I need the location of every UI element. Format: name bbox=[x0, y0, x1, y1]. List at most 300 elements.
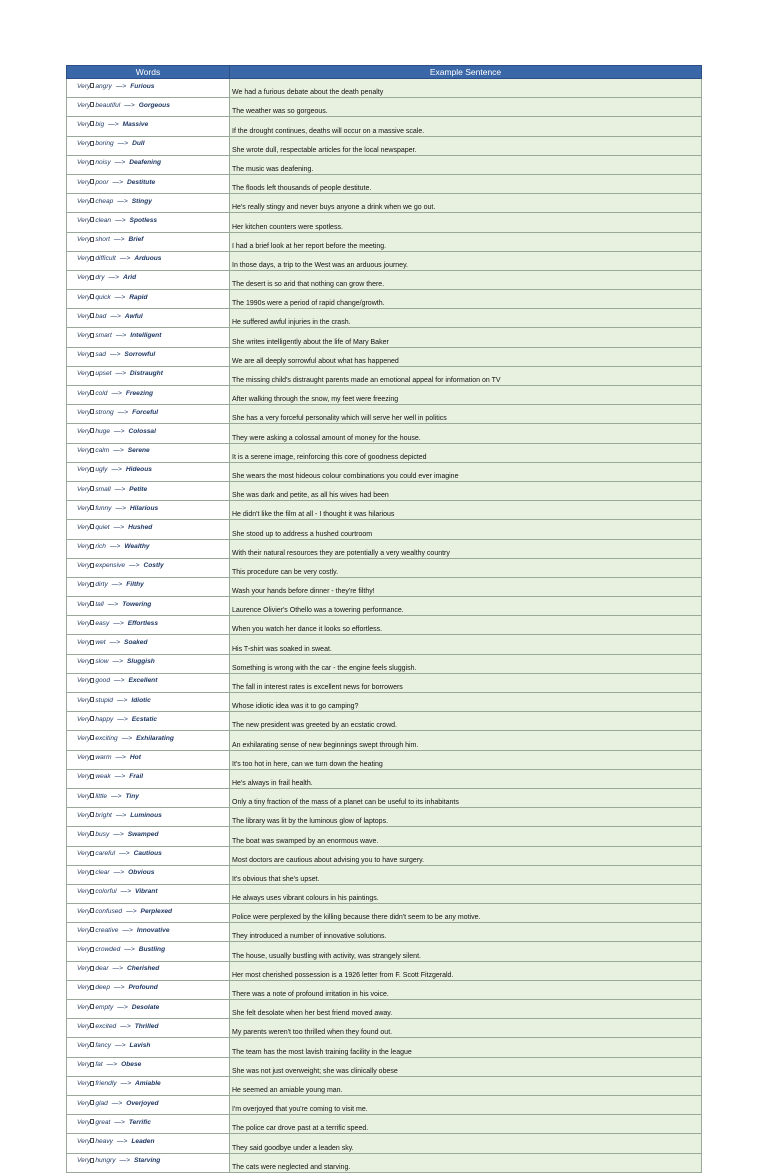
intensifier-word: Very bbox=[77, 485, 91, 493]
missing-glyph-icon bbox=[90, 505, 94, 510]
example-sentence-cell[interactable]: When you watch her dance it looks so effortless. bbox=[230, 616, 702, 635]
base-word: ugly bbox=[95, 466, 108, 474]
arrow-icon: —> bbox=[117, 197, 128, 205]
word-pair-cell[interactable] bbox=[67, 520, 230, 539]
example-sentence-cell[interactable]: The cats were neglected and starving. bbox=[230, 1153, 702, 1172]
table-row bbox=[67, 865, 702, 884]
word-pair-cell[interactable] bbox=[67, 194, 230, 213]
table-row bbox=[67, 884, 702, 903]
missing-glyph-icon bbox=[90, 620, 94, 625]
intensifier-word: Very bbox=[77, 792, 91, 800]
table-row bbox=[67, 98, 702, 117]
example-sentence-cell[interactable]: Only a tiny fraction of the mass of a planet can be useful to its inhabitants bbox=[230, 788, 702, 807]
intensifier-word: Very bbox=[77, 216, 91, 224]
example-sentence-cell[interactable]: The music was deafening. bbox=[230, 155, 702, 174]
arrow-icon: —> bbox=[117, 140, 129, 148]
strong-word: Deafening bbox=[129, 159, 162, 167]
word-pair-cell[interactable] bbox=[67, 117, 230, 136]
example-sentence-cell[interactable]: She stood up to address a hushed courtroom bbox=[230, 520, 702, 539]
strong-word: Ecstatic bbox=[131, 715, 158, 723]
arrow-icon: —> bbox=[122, 926, 133, 934]
word-pair-cell[interactable] bbox=[67, 673, 230, 692]
example-sentence-cell[interactable]: They introduced a number of innovative solutions. bbox=[230, 923, 702, 942]
table-body bbox=[67, 79, 702, 1173]
word-pair-cell[interactable] bbox=[67, 808, 230, 827]
arrow-icon: —> bbox=[121, 734, 133, 742]
word-pair-cell[interactable] bbox=[67, 865, 230, 884]
word-pair-cell[interactable] bbox=[67, 481, 230, 500]
strong-word: Sorrowful bbox=[124, 351, 156, 359]
example-sentence-cell[interactable]: They were asking a colossal amount of money for the house. bbox=[230, 424, 702, 443]
table-row bbox=[67, 808, 702, 827]
table-row bbox=[67, 904, 702, 923]
missing-glyph-icon bbox=[90, 179, 94, 184]
word-pair-cell[interactable] bbox=[67, 1134, 230, 1153]
base-word: huge bbox=[95, 427, 110, 435]
strong-word: Hot bbox=[129, 754, 141, 762]
example-sentence-cell[interactable]: We had a furious debate about the death penalty bbox=[230, 79, 702, 98]
table-row bbox=[67, 788, 702, 807]
base-word: clean bbox=[95, 216, 112, 224]
missing-glyph-icon bbox=[90, 908, 94, 913]
missing-glyph-icon bbox=[90, 428, 94, 433]
table-row bbox=[67, 501, 702, 520]
arrow-icon: —> bbox=[112, 965, 123, 973]
word-pair-cell[interactable] bbox=[67, 942, 230, 961]
strong-word: Soaked bbox=[124, 639, 148, 647]
strong-word: Hideous bbox=[125, 466, 152, 474]
intensifier-word: Very bbox=[77, 332, 91, 340]
table-row bbox=[67, 750, 702, 769]
word-pair-cell[interactable] bbox=[67, 827, 230, 846]
missing-glyph-icon bbox=[90, 640, 94, 645]
base-word: fat bbox=[95, 1061, 103, 1069]
missing-glyph-icon bbox=[90, 659, 94, 664]
example-sentence-cell[interactable]: His T-shirt was soaked in sweat. bbox=[230, 635, 702, 654]
table-row bbox=[67, 366, 702, 385]
base-word: careful bbox=[95, 850, 116, 858]
arrow-icon: —> bbox=[116, 696, 128, 704]
intensifier-word: Very bbox=[77, 1118, 91, 1126]
strong-word: Stingy bbox=[131, 197, 152, 205]
table-row bbox=[67, 712, 702, 731]
example-sentence-cell[interactable]: Wash your hands before dinner - they're filthy! bbox=[230, 577, 702, 596]
word-pair-cell[interactable] bbox=[67, 1057, 230, 1076]
word-pair-cell[interactable] bbox=[67, 884, 230, 903]
table-row bbox=[67, 539, 702, 558]
table-row bbox=[67, 386, 702, 405]
missing-glyph-icon bbox=[90, 678, 94, 683]
intensifier-word: Very bbox=[77, 255, 91, 263]
strong-word: Exhilarating bbox=[136, 734, 174, 742]
arrow-icon: —> bbox=[109, 351, 121, 359]
intensifier-word: Very bbox=[77, 1041, 91, 1049]
strong-word: Awful bbox=[124, 312, 143, 320]
table-row bbox=[67, 693, 702, 712]
example-sentence-cell[interactable]: The boat was swamped by an enormous wave. bbox=[230, 827, 702, 846]
example-sentence-cell[interactable]: She was dark and petite, as all his wives had been bbox=[230, 481, 702, 500]
table-row bbox=[67, 635, 702, 654]
word-pair-cell[interactable] bbox=[67, 309, 230, 328]
example-sentence-cell[interactable]: We are all deeply sorrowful about what has happened bbox=[230, 347, 702, 366]
arrow-icon: —> bbox=[120, 888, 132, 896]
strong-word: Overjoyed bbox=[126, 1099, 159, 1107]
word-pair-cell[interactable] bbox=[67, 788, 230, 807]
example-sentence-cell[interactable]: He always uses vibrant colours in his paintings. bbox=[230, 884, 702, 903]
intensifier-word: Very bbox=[77, 408, 91, 416]
intensifier-word: Very bbox=[77, 811, 91, 819]
base-word: dirty bbox=[95, 581, 108, 589]
table-row bbox=[67, 481, 702, 500]
strong-word: Luminous bbox=[130, 811, 162, 819]
intensifier-word: Very bbox=[77, 504, 91, 512]
arrow-icon: —> bbox=[129, 562, 140, 570]
word-pair-cell[interactable] bbox=[67, 769, 230, 788]
example-sentence-cell[interactable]: She writes intelligently about the life of Mary Baker bbox=[230, 328, 702, 347]
strong-word: Dull bbox=[132, 140, 145, 148]
base-word: strong bbox=[95, 408, 114, 416]
intensifier-word: Very bbox=[77, 543, 91, 551]
example-sentence-cell[interactable]: This procedure can be very costly. bbox=[230, 558, 702, 577]
strong-word: Cautious bbox=[133, 850, 162, 858]
example-sentence-cell[interactable]: Her most cherished possession is a 1926 letter from F. Scott Fitzgerald. bbox=[230, 961, 702, 980]
arrow-icon: —> bbox=[109, 543, 121, 551]
missing-glyph-icon bbox=[90, 371, 94, 376]
base-word: poor bbox=[95, 178, 109, 186]
missing-glyph-icon bbox=[90, 774, 94, 779]
missing-glyph-icon bbox=[90, 141, 94, 146]
strong-word: Perplexed bbox=[140, 907, 173, 915]
example-sentence-cell[interactable]: An exhilarating sense of new beginnings swept through him. bbox=[230, 731, 702, 750]
example-sentence-cell[interactable]: The house, usually bustling with activity, was strangely silent. bbox=[230, 942, 702, 961]
strong-word: Innovative bbox=[136, 926, 170, 934]
intensifier-word: Very bbox=[77, 1099, 91, 1107]
word-pair-cell[interactable] bbox=[67, 386, 230, 405]
missing-glyph-icon bbox=[90, 486, 94, 491]
word-pair-cell[interactable] bbox=[67, 443, 230, 462]
intensifier-word: Very bbox=[77, 754, 91, 762]
intensifier-word: Very bbox=[77, 447, 91, 455]
base-word: busy bbox=[95, 830, 110, 838]
base-word: big bbox=[95, 120, 105, 128]
strong-word: Effortless bbox=[127, 619, 159, 627]
word-pair-cell[interactable] bbox=[67, 1000, 230, 1019]
table-row bbox=[67, 213, 702, 232]
word-pair-cell[interactable] bbox=[67, 923, 230, 942]
strong-word: Tiny bbox=[125, 792, 139, 800]
intensifier-word: Very bbox=[77, 351, 91, 359]
missing-glyph-icon bbox=[90, 275, 94, 280]
table-row bbox=[67, 347, 702, 366]
arrow-icon: —> bbox=[107, 600, 119, 608]
word-pair-cell[interactable] bbox=[67, 174, 230, 193]
missing-glyph-icon bbox=[90, 697, 94, 702]
example-sentence-cell[interactable]: The library was lit by the luminous glow of laptops. bbox=[230, 808, 702, 827]
missing-glyph-icon bbox=[90, 1062, 94, 1067]
example-sentence-cell[interactable]: She was not just overweight; she was clinically obese bbox=[230, 1057, 702, 1076]
intensifier-word: Very bbox=[77, 658, 91, 666]
missing-glyph-icon bbox=[90, 755, 94, 760]
example-sentence-cell[interactable]: She wrote dull, respectable articles for the local newspaper. bbox=[230, 136, 702, 155]
arrow-icon: —> bbox=[116, 1137, 128, 1145]
strong-word: Terrific bbox=[128, 1118, 151, 1126]
example-sentence-cell[interactable]: He seemed an amiable young man. bbox=[230, 1076, 702, 1095]
example-sentence-cell[interactable]: The fall in interest rates is excellent news for borrowers bbox=[230, 673, 702, 692]
word-pair-cell[interactable] bbox=[67, 270, 230, 289]
example-sentence-cell[interactable]: The police car drove past at a terrific speed. bbox=[230, 1115, 702, 1134]
intensifier-word: Very bbox=[77, 907, 91, 915]
strong-word: Rapid bbox=[129, 293, 148, 301]
strong-word: Freezing bbox=[125, 389, 154, 397]
word-pair-cell[interactable] bbox=[67, 712, 230, 731]
word-pair-cell[interactable] bbox=[67, 904, 230, 923]
example-sentence-cell[interactable]: Something is wrong with the car - the engine feels sluggish. bbox=[230, 654, 702, 673]
intensifier-word: Very bbox=[77, 715, 91, 723]
example-sentence-cell[interactable]: She wears the most hideous colour combinations you could ever imagine bbox=[230, 462, 702, 481]
word-pair-cell[interactable] bbox=[67, 79, 230, 98]
table-row bbox=[67, 424, 702, 443]
example-sentence-cell[interactable]: He didn't like the film at all - I thought it was hilarious bbox=[230, 501, 702, 520]
word-pair-cell[interactable] bbox=[67, 846, 230, 865]
example-sentence-cell[interactable]: The floods left thousands of people destitute. bbox=[230, 174, 702, 193]
arrow-icon: —> bbox=[114, 427, 125, 435]
table-row bbox=[67, 405, 702, 424]
missing-glyph-icon bbox=[90, 831, 94, 836]
table-row bbox=[67, 616, 702, 635]
strong-word: Distraught bbox=[129, 370, 163, 378]
base-word: calm bbox=[95, 447, 110, 455]
intensifier-word: Very bbox=[77, 82, 91, 90]
word-pair-cell[interactable] bbox=[67, 1153, 230, 1172]
table-row bbox=[67, 309, 702, 328]
strong-word: Destitute bbox=[126, 178, 156, 186]
example-sentence-cell[interactable]: The 1990s were a period of rapid change/growth. bbox=[230, 290, 702, 309]
missing-glyph-icon bbox=[90, 121, 94, 126]
example-sentence-cell[interactable]: Her kitchen counters were spotless. bbox=[230, 213, 702, 232]
missing-glyph-icon bbox=[90, 102, 94, 107]
intensifier-word: Very bbox=[77, 677, 91, 685]
example-sentence-cell[interactable]: She felt desolate when her best friend moved away. bbox=[230, 1000, 702, 1019]
example-sentence-cell[interactable]: It is a serene image, reinforcing this core of goodness depicted bbox=[230, 443, 702, 462]
word-pair-cell[interactable] bbox=[67, 424, 230, 443]
intensifier-word: Very bbox=[77, 562, 91, 570]
word-pair-cell[interactable] bbox=[67, 597, 230, 616]
strong-word: Vibrant bbox=[135, 888, 158, 896]
strong-word: Idiotic bbox=[131, 696, 151, 704]
example-sentence-cell[interactable]: I had a brief look at her report before the meeting. bbox=[230, 232, 702, 251]
arrow-icon: —> bbox=[115, 811, 127, 819]
word-pair-cell[interactable] bbox=[67, 232, 230, 251]
word-pair-cell[interactable] bbox=[67, 1019, 230, 1038]
word-pair-cell[interactable] bbox=[67, 961, 230, 980]
example-sentence-cell[interactable]: He's always in frail health. bbox=[230, 769, 702, 788]
word-pair-cell[interactable] bbox=[67, 1076, 230, 1095]
strong-word: Sluggish bbox=[126, 658, 155, 666]
example-sentence-cell[interactable]: The weather was so gorgeous. bbox=[230, 98, 702, 117]
strong-word: Brief bbox=[128, 236, 144, 244]
strong-word: Arid bbox=[122, 274, 137, 282]
example-sentence-cell[interactable]: In those days, a trip to the West was an arduous journey. bbox=[230, 251, 702, 270]
base-word: funny bbox=[95, 504, 112, 512]
strong-word: Gorgeous bbox=[138, 101, 170, 109]
example-sentence-cell[interactable]: After walking through the snow, my feet were freezing bbox=[230, 386, 702, 405]
base-word: happy bbox=[95, 715, 114, 723]
arrow-icon: —> bbox=[108, 274, 119, 282]
strong-word: Cherished bbox=[126, 965, 160, 973]
example-sentence-cell[interactable]: There was a note of profound irritation in his voice. bbox=[230, 980, 702, 999]
word-pair-cell[interactable] bbox=[67, 693, 230, 712]
table-row bbox=[67, 769, 702, 788]
arrow-icon: —> bbox=[115, 754, 126, 762]
arrow-icon: —> bbox=[114, 677, 125, 685]
strong-word: Filthy bbox=[126, 581, 144, 589]
example-sentence-cell[interactable]: The new president was greeted by an ecstatic crowd. bbox=[230, 712, 702, 731]
arrow-icon: —> bbox=[114, 159, 126, 167]
table-row bbox=[67, 79, 702, 98]
strong-word: Colossal bbox=[128, 427, 156, 435]
missing-glyph-icon bbox=[90, 198, 94, 203]
example-sentence-cell[interactable]: My parents weren't too thrilled when they found out. bbox=[230, 1019, 702, 1038]
word-pair-cell[interactable] bbox=[67, 328, 230, 347]
intensifier-word: Very bbox=[77, 389, 91, 397]
word-pair-cell[interactable] bbox=[67, 539, 230, 558]
intensifier-word: Very bbox=[77, 600, 91, 608]
intensifier-word: Very bbox=[77, 140, 91, 148]
table-row bbox=[67, 1000, 702, 1019]
example-sentence-cell[interactable]: The team has the most lavish training facility in the league bbox=[230, 1038, 702, 1057]
base-word: dear bbox=[95, 965, 109, 973]
word-pair-cell[interactable] bbox=[67, 290, 230, 309]
base-word: smart bbox=[95, 332, 112, 340]
base-word: wet bbox=[95, 639, 106, 647]
word-pair-cell[interactable] bbox=[67, 577, 230, 596]
example-sentence-cell[interactable]: If the drought continues, deaths will occur on a massive scale. bbox=[230, 117, 702, 136]
word-pair-cell[interactable] bbox=[67, 558, 230, 577]
missing-glyph-icon bbox=[90, 467, 94, 472]
strong-word: Excellent bbox=[128, 677, 158, 685]
base-word: sad bbox=[95, 351, 106, 359]
missing-glyph-icon bbox=[90, 947, 94, 952]
missing-glyph-icon bbox=[90, 409, 94, 414]
word-pair-cell[interactable] bbox=[67, 750, 230, 769]
word-pair-cell[interactable] bbox=[67, 1095, 230, 1114]
table-row bbox=[67, 443, 702, 462]
intensifier-word: Very bbox=[77, 1137, 91, 1145]
word-pair-cell[interactable] bbox=[67, 654, 230, 673]
word-pair-cell[interactable] bbox=[67, 366, 230, 385]
arrow-icon: —> bbox=[120, 1080, 132, 1088]
intensifier-word: Very bbox=[77, 850, 91, 858]
word-pair-cell[interactable] bbox=[67, 155, 230, 174]
missing-glyph-icon bbox=[90, 333, 94, 338]
missing-glyph-icon bbox=[90, 870, 94, 875]
example-sentence-cell[interactable]: The missing child's distraught parents made an emotional appeal for information on TV bbox=[230, 366, 702, 385]
arrow-icon: —> bbox=[113, 447, 124, 455]
intensifier-word: Very bbox=[77, 312, 91, 320]
word-pair-cell[interactable] bbox=[67, 136, 230, 155]
example-sentence-cell[interactable]: I'm overjoyed that you're coming to visit me. bbox=[230, 1095, 702, 1114]
example-sentence-cell[interactable]: They said goodbye under a leaden sky. bbox=[230, 1134, 702, 1153]
table-row bbox=[67, 1019, 702, 1038]
example-sentence-cell[interactable]: Whose idiotic idea was it to go camping? bbox=[230, 693, 702, 712]
intensifier-word: Very bbox=[77, 120, 91, 128]
intensifier-word: Very bbox=[77, 946, 91, 954]
arrow-icon: —> bbox=[114, 984, 125, 992]
example-sentence-cell[interactable]: He's really stingy and never buys anyone a drink when we go out. bbox=[230, 194, 702, 213]
table-row bbox=[67, 558, 702, 577]
table-row bbox=[67, 923, 702, 942]
word-pair-cell[interactable] bbox=[67, 635, 230, 654]
intensifier-word: Very bbox=[77, 639, 91, 647]
example-sentence-cell[interactable]: Police were perplexed by the killing because there didn't seem to be any motive. bbox=[230, 904, 702, 923]
arrow-icon: —> bbox=[111, 389, 122, 397]
missing-glyph-icon bbox=[90, 160, 94, 165]
strong-word: Swamped bbox=[127, 830, 159, 838]
example-sentence-cell[interactable]: The desert is so arid that nothing can grow there. bbox=[230, 270, 702, 289]
table-row bbox=[67, 328, 702, 347]
example-sentence-cell[interactable]: He suffered awful injuries in the crash. bbox=[230, 309, 702, 328]
example-sentence-cell[interactable]: It's obvious that she's upset. bbox=[230, 865, 702, 884]
arrow-icon: —> bbox=[114, 1118, 125, 1126]
table-row bbox=[67, 846, 702, 865]
base-word: heavy bbox=[95, 1137, 113, 1145]
table-row bbox=[67, 1095, 702, 1114]
missing-glyph-icon bbox=[90, 1023, 94, 1028]
word-pair-cell[interactable] bbox=[67, 731, 230, 750]
intensifier-word: Very bbox=[77, 274, 91, 282]
word-pair-cell[interactable] bbox=[67, 1115, 230, 1134]
arrow-icon: —> bbox=[108, 120, 119, 128]
arrow-icon: —> bbox=[117, 408, 129, 416]
arrow-icon: —> bbox=[120, 1022, 131, 1030]
word-pair-cell[interactable] bbox=[67, 213, 230, 232]
strong-word: Obvious bbox=[128, 869, 155, 877]
strong-word: Costly bbox=[143, 562, 164, 570]
word-pair-cell[interactable] bbox=[67, 1038, 230, 1057]
word-pair-cell[interactable] bbox=[67, 501, 230, 520]
arrow-icon: —> bbox=[119, 255, 131, 263]
intensifier-word: Very bbox=[77, 773, 91, 781]
word-pair-cell[interactable] bbox=[67, 405, 230, 424]
example-sentence-cell[interactable]: With their natural resources they are potentially a very wealthy country bbox=[230, 539, 702, 558]
arrow-icon: —> bbox=[119, 1157, 130, 1165]
arrow-icon: —> bbox=[124, 101, 135, 109]
example-sentence-cell[interactable]: She has a very forceful personality which will serve her well in politics bbox=[230, 405, 702, 424]
base-word: confused bbox=[95, 907, 123, 915]
missing-glyph-icon bbox=[90, 1042, 94, 1047]
base-word: colorful bbox=[95, 888, 117, 896]
word-pair-cell[interactable] bbox=[67, 251, 230, 270]
base-word: expensive bbox=[95, 562, 126, 570]
example-sentence-cell[interactable]: Laurence Olivier's Othello was a towering performance. bbox=[230, 597, 702, 616]
intensifier-word: Very bbox=[77, 1022, 91, 1030]
missing-glyph-icon bbox=[90, 294, 94, 299]
word-pair-cell[interactable] bbox=[67, 980, 230, 999]
header-row bbox=[67, 66, 702, 79]
example-sentence-cell[interactable]: It's too hot in here, can we turn down the heating bbox=[230, 750, 702, 769]
table-row bbox=[67, 1076, 702, 1095]
intensifier-word: Very bbox=[77, 619, 91, 627]
table-row bbox=[67, 136, 702, 155]
strong-word: Desolate bbox=[131, 1003, 160, 1011]
arrow-icon: —> bbox=[109, 639, 121, 647]
word-pair-cell[interactable] bbox=[67, 347, 230, 366]
word-pair-cell[interactable] bbox=[67, 616, 230, 635]
strong-word: Frail bbox=[129, 773, 144, 781]
example-sentence-cell[interactable]: Most doctors are cautious about advising you to have surgery. bbox=[230, 846, 702, 865]
word-pair-cell[interactable] bbox=[67, 462, 230, 481]
word-pair-cell[interactable] bbox=[67, 98, 230, 117]
